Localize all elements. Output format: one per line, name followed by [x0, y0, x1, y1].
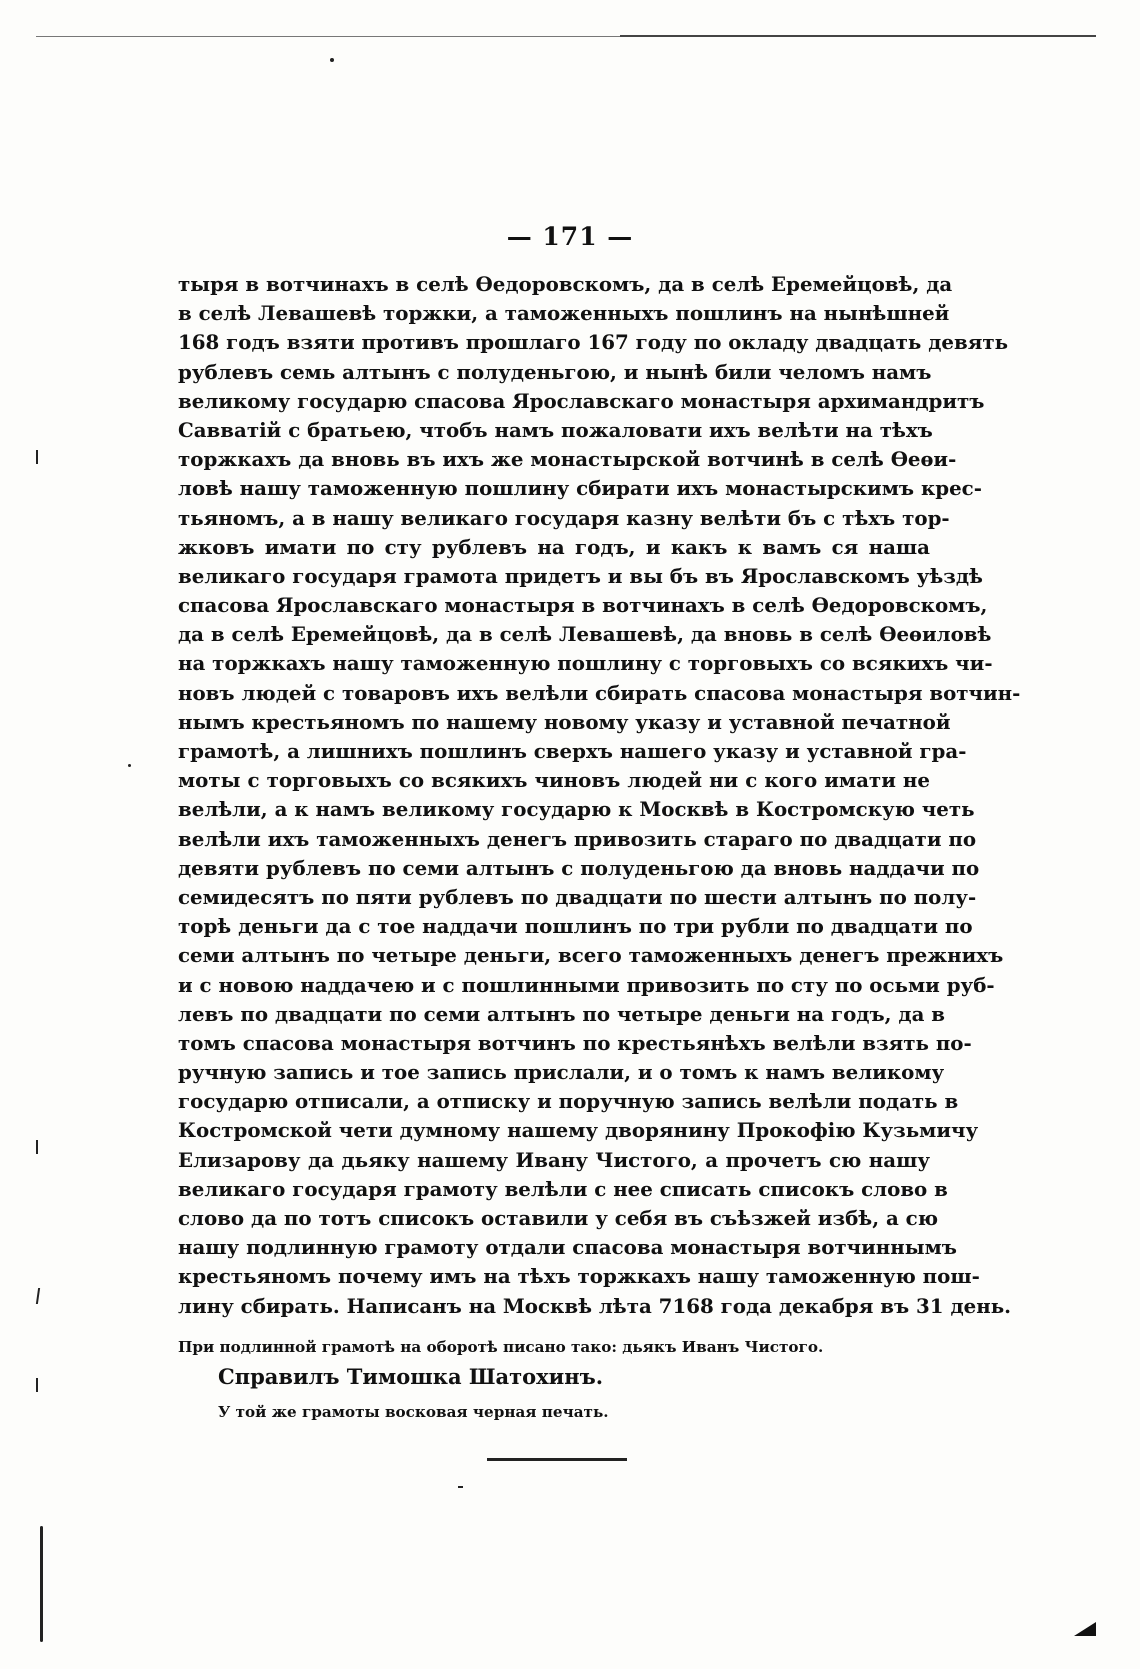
ink-speck	[128, 764, 131, 767]
text-line: да в селѣ Еремейцовѣ, да в селѣ Левашевѣ, да вновь в селѣ Ѳеѳиловѣ	[178, 622, 992, 647]
text-line: нашу подлинную грамоту отдали спасова монастыря вотчиннымъ	[178, 1235, 957, 1260]
text-line: спасова Ярославскаго монастыря в вотчинахъ в селѣ Ѳедоровскомъ,	[178, 593, 988, 618]
page-number: — 171 —	[506, 222, 634, 251]
text-line: великаго государя грамоту велѣли с нее списать списокъ слово в	[178, 1176, 948, 1201]
body-text	[178, 270, 1021, 1321]
corner-mark	[1074, 1622, 1096, 1636]
text-line: томъ спасова монастыря вотчинъ по крестьянѣхъ велѣли взять по-	[178, 1030, 972, 1055]
text-line: Савватій с братьею, чтобъ намъ пожаловати ихъ велѣти на тѣхъ	[178, 417, 933, 442]
text-line: рублевъ семь алтынъ с полуденьгою, и нынѣ били челомъ намъ	[178, 359, 932, 384]
text-line: велѣли ихъ таможенныхъ денегъ привозить стараго по двадцати по	[178, 826, 977, 851]
text-line: 168 годъ взяти противъ прошлаго 167 году по окладу двадцать девять	[178, 330, 1009, 355]
text-line: тыря в вотчинахъ в селѣ Ѳедоровскомъ, да в селѣ Еремейцовѣ, да	[178, 272, 953, 296]
text-line: в селѣ Левашевѣ торжки, а таможенныхъ пошлинъ на нынѣшней	[178, 301, 950, 326]
text-line: левъ по двадцати по семи алтынъ по четыре деньги на годъ, да в	[178, 1001, 946, 1026]
text-line: велѣли, а к намъ великому государю к Москвѣ в Костромскую четь	[178, 797, 975, 822]
margin-mark	[36, 1288, 40, 1304]
text-line: жковъ имати по сту рублевъ на годъ, и какъ к вамъ ся наша	[178, 534, 930, 559]
end-rule	[487, 1458, 627, 1461]
text-line: девяти рублевъ по семи алтынъ с полуденьгою да вновь наддачи по	[178, 855, 980, 880]
text-line: ловѣ нашу таможенную пошлину сбирати ихъ монастырскимъ крес-	[178, 476, 982, 501]
top-border-rule-dark	[620, 35, 1096, 37]
ink-speck	[458, 1486, 463, 1488]
text-line: ручную запись и тое запись прислали, и о томъ к намъ великому	[178, 1060, 945, 1085]
margin-mark	[36, 1378, 38, 1392]
seal-note: У той же грамоты восковая черная печать.	[218, 1403, 609, 1421]
scribe-signature: Справилъ Тимошка Шатохинъ.	[218, 1364, 604, 1389]
text-line: нымъ крестьяномъ по нашему новому указу и уставной печатной	[178, 709, 951, 734]
text-line: торѣ деньги да с тое наддачи пошлинъ по три рубли по двадцати по	[178, 914, 973, 939]
text-line: на торжкахъ нашу таможенную пошлину с торговыхъ со всякихъ чи-	[178, 651, 993, 676]
reverse-side-note: При подлинной грамотѣ на оборотѣ писано тако: дьякъ Иванъ Чистого.	[178, 1338, 824, 1356]
text-line: Елизарову да дьяку нашему Ивану Чистого, а прочетъ сю нашу	[178, 1147, 930, 1172]
text-line: государю отписали, а отписку и поручную запись велѣли подать в	[178, 1089, 959, 1114]
margin-mark	[36, 1140, 38, 1154]
margin-mark	[36, 450, 38, 464]
text-line: моты с торговыхъ со всякихъ чиновъ людей ни с кого имати не	[178, 768, 930, 793]
text-line: Костромской чети думному нашему дворянину Прокофію Кузьмичу	[178, 1118, 979, 1143]
text-line: семи алтынъ по четыре деньги, всего таможенныхъ денегъ прежнихъ	[178, 943, 1004, 968]
text-line: торжкахъ да вновь въ ихъ же монастырской вотчинѣ в селѣ Ѳеѳи-	[178, 447, 957, 472]
text-line: семидесятъ по пяти рублевъ по двадцати по шести алтынъ по полу-	[178, 884, 977, 909]
ink-speck	[330, 58, 334, 62]
text-line: грамотѣ, а лишнихъ пошлинъ сверхъ нашего указу и уставной гра-	[178, 739, 967, 763]
text-line-last: лину сбирать. Написанъ на Москвѣ лѣта 7168 года декабря въ 31 день.	[178, 1293, 1012, 1318]
text-line: и с новою наддачею и с пошлинными привозить по сту по осьми руб-	[178, 972, 995, 997]
text-line: крестьяномъ почему имъ на тѣхъ торжкахъ нашу таможенную пош-	[178, 1264, 980, 1289]
text-line: новъ людей с товаровъ ихъ велѣли сбирать спасова монастыря вотчин-	[178, 680, 1021, 705]
binding-edge-mark	[40, 1526, 43, 1642]
text-line: великаго государя грамота придетъ и вы бъ въ Ярославскомъ уѣздѣ	[178, 563, 983, 588]
text-line: слово да по тотъ списокъ оставили у себя въ съѣзжей избѣ, а сю	[178, 1206, 938, 1230]
text-line: тьяномъ, а в нашу великаго государя казну велѣти бъ с тѣхъ тор-	[178, 505, 950, 530]
text-line: великому государю спасова Ярославскаго монастыря архимандритъ	[178, 388, 985, 413]
